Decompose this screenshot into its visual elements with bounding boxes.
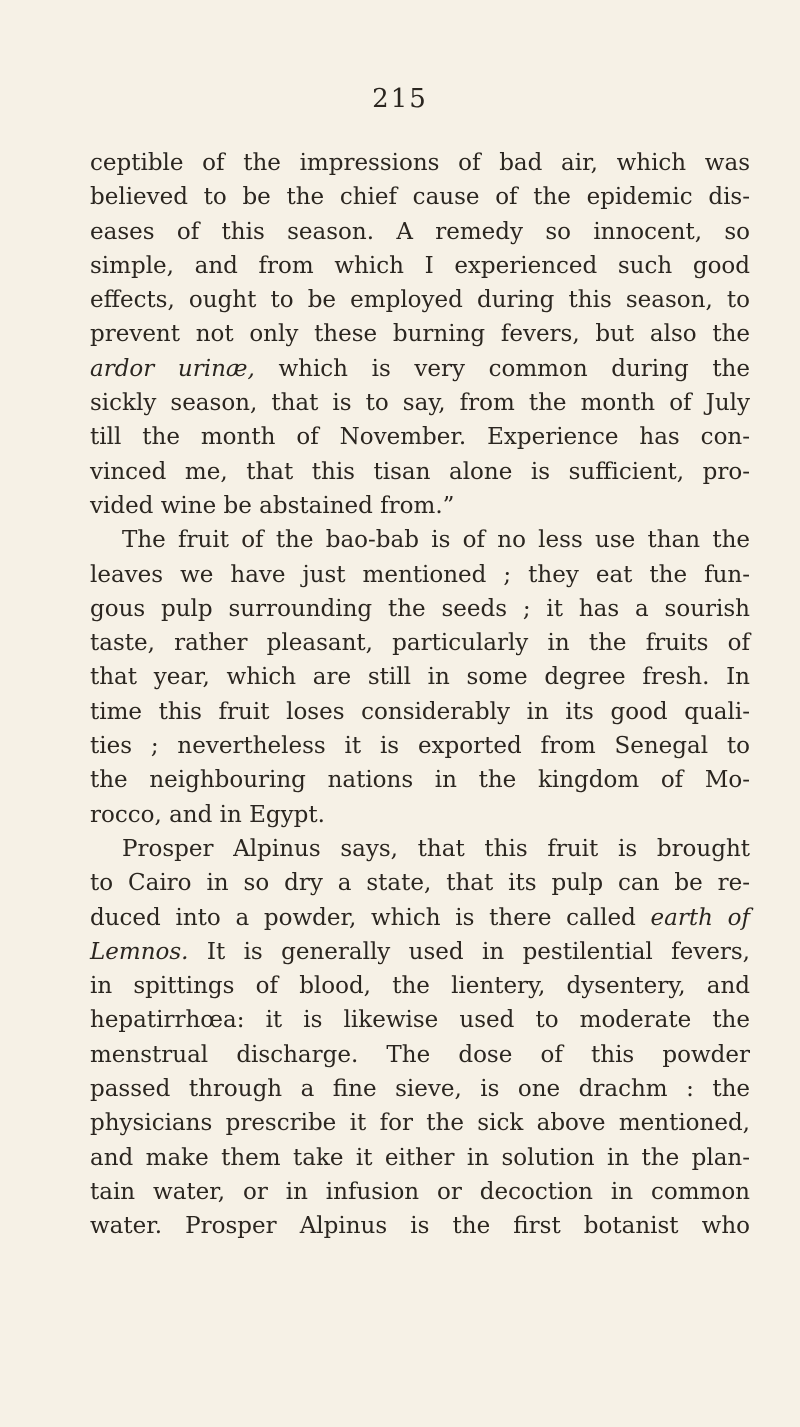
text-line: simple, and from which I experienced such good <box>90 252 750 279</box>
text-line: that year, which are still in some degree fresh. In <box>90 664 750 691</box>
text-line <box>90 901 750 935</box>
text-line: leaves we have just mentioned ; they eat the fun- <box>90 561 750 588</box>
latin-term: earth of <box>650 904 750 931</box>
page-number: 215 <box>372 84 428 114</box>
text-line: sickly season, that is to say, from the month of July <box>90 390 750 417</box>
text-line: taste, rather pleasant, particularly in the fruits of <box>90 630 750 657</box>
text-line: hepatirrhœa: it is likewise used to moderate the <box>90 1007 750 1034</box>
text-line: gous pulp surrounding the seeds ; it has a sourish <box>90 595 750 622</box>
text-line: prevent not only these burning fevers, but also the <box>90 321 750 348</box>
line-post: which is very common during the <box>254 355 750 382</box>
text-line: tain water, or in infusion or decoction in common <box>90 1178 750 1205</box>
body-text <box>90 146 750 1244</box>
text-line: time this fruit loses considerably in its good quali- <box>90 698 750 725</box>
text-line: in spittings of blood, the lientery, dysentery, and <box>90 973 750 1000</box>
text-line: effects, ought to be employed during this season, to <box>90 287 750 314</box>
text-line: ceptible of the impressions of bad air, which was <box>90 150 750 176</box>
text-line: vided wine be abstained from.” <box>90 492 455 519</box>
latin-term: ardor urinæ, <box>90 355 255 382</box>
text-line: the neighbouring nations in the kingdom of Mo- <box>90 767 750 794</box>
text-line: menstrual discharge. The dose of this powder <box>90 1041 750 1068</box>
text-line: rocco, and in Egypt. <box>90 801 325 828</box>
text-line: to Cairo in so dry a state, that its pulp can be re- <box>90 870 750 897</box>
text-line: and make them take it either in solution in the plan- <box>90 1144 750 1171</box>
text-line: Prosper Alpinus says, that this fruit is brought <box>122 835 750 862</box>
text-line: vinced me, that this tisan alone is sufficient, pro- <box>90 458 750 485</box>
text-line: physicians prescribe it for the sick above mentioned, <box>90 1110 750 1137</box>
text-line: ties ; nevertheless it is exported from Senegal to <box>90 733 750 760</box>
text-line <box>90 352 750 386</box>
text-line: eases of this season. A remedy so innocent, so <box>90 218 750 245</box>
text-line <box>90 935 750 969</box>
line-pre: duced into a powder, which is there called <box>90 904 651 931</box>
text-line: believed to be the chief cause of the epidemic dis- <box>90 184 750 211</box>
line-post: It is generally used in pestilential fevers, <box>188 938 750 965</box>
text-line: passed through a fine sieve, is one drachm : the <box>90 1076 750 1103</box>
text-line: water. Prosper Alpinus is the first botanist who <box>90 1213 750 1240</box>
latin-term: Lemnos. <box>90 938 189 965</box>
text-line: The fruit of the bao-bab is of no less use than the <box>122 527 750 554</box>
text-line: till the month of November. Experience has con- <box>90 424 750 451</box>
